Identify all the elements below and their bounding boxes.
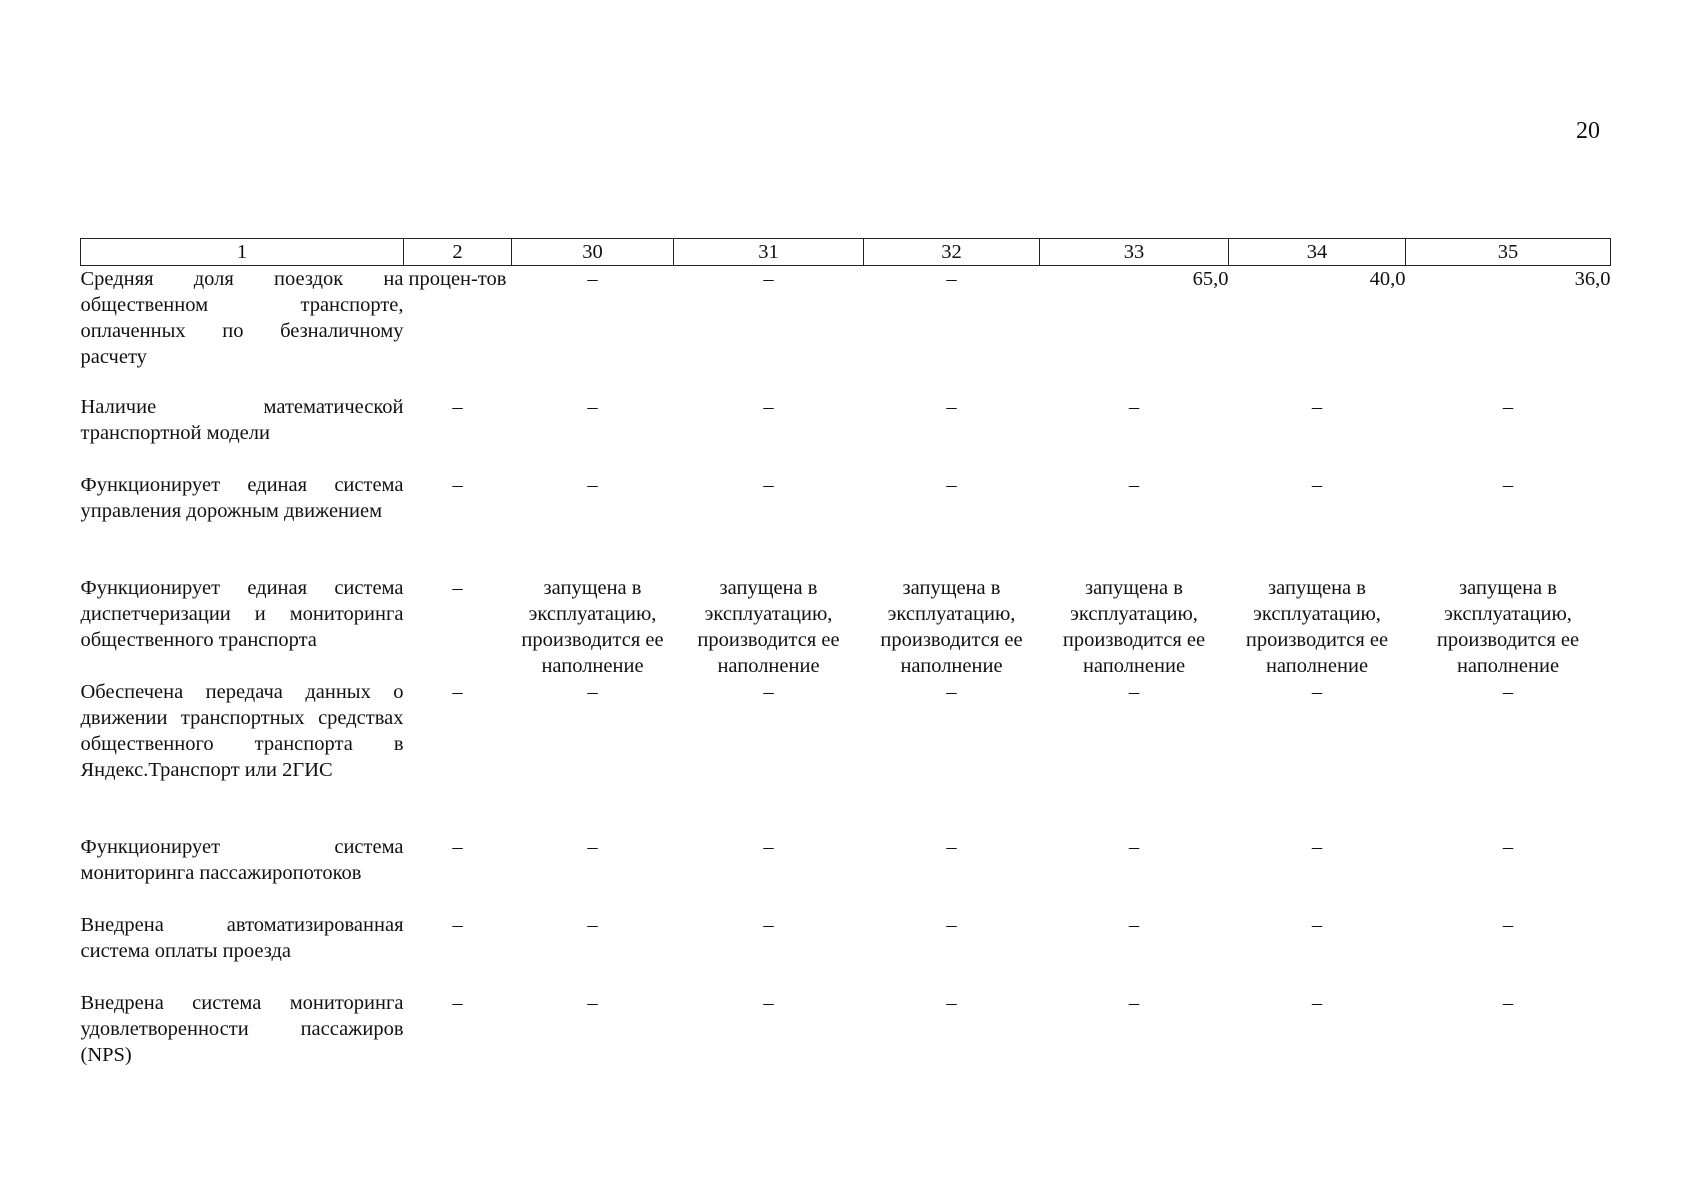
value-cell: – [763,836,774,858]
indicator-name: Внедрена автоматизированная система оплаты проезда [80,914,404,962]
indicator-unit: – [452,992,463,1014]
indicator-unit: – [452,577,463,599]
value-cell: – [1128,836,1140,858]
value-cell: – [1502,396,1514,418]
value-cell: запущена в эксплуатацию, производится ее наполнение [880,577,1023,677]
table-row [81,679,1611,834]
value-cell: – [1502,836,1514,858]
value-cell: – [1502,992,1514,1014]
table-row [81,472,1611,575]
value-cell: – [587,836,598,858]
value-cell: – [1128,474,1140,496]
value-cell: запущена в эксплуатацию, производится ее наполнение [1436,577,1580,677]
value-cell: запущена в эксплуатацию, производится ее наполнение [1062,577,1206,677]
table-row [81,266,1611,395]
value-cell: – [587,992,598,1014]
indicator-name: Средняя доля поездок на общественном транспорте, оплаченных по безналичному расчету [80,268,404,368]
value-cell: – [1502,914,1514,936]
indicators-table [80,238,1611,1070]
value-cell: – [587,914,598,936]
value-cell: – [1128,914,1140,936]
value-cell: – [946,396,957,418]
table-row [81,394,1611,472]
value-cell: – [763,474,774,496]
column-header: 30 [512,239,674,266]
column-header: 32 [864,239,1040,266]
table-row [81,990,1611,1070]
value-cell: 65,0 [1192,268,1229,290]
column-header: 35 [1406,239,1611,266]
value-cell: – [1128,396,1140,418]
value-cell: запущена в эксплуатацию, производится ее наполнение [521,577,664,677]
value-cell: – [946,268,957,290]
value-cell: – [946,992,957,1014]
page-number: 20 [1576,118,1600,144]
column-header: 34 [1229,239,1406,266]
indicator-name: Функционирует единая система управления дорожным движением [80,474,404,522]
value-cell: 36,0 [1574,268,1611,290]
table-row [81,912,1611,990]
indicator-unit: – [452,914,463,936]
value-cell: – [1502,474,1514,496]
value-cell: – [1311,681,1323,703]
indicator-unit: – [452,396,463,418]
indicators-table-container [80,238,1611,1070]
indicator-name: Обеспечена передача данных о движении транспортных средствах общественного транспорта в Яндекс.Транспорт или 2ГИС [80,681,404,781]
value-cell: – [1311,914,1323,936]
column-header: 33 [1040,239,1229,266]
value-cell: – [1502,681,1514,703]
value-cell: – [587,396,598,418]
value-cell: – [587,474,598,496]
indicator-unit: – [452,681,463,703]
value-cell: – [946,836,957,858]
value-cell: запущена в эксплуатацию, производится ее наполнение [697,577,840,677]
value-cell: – [763,396,774,418]
column-header: 1 [81,239,404,266]
table-row [81,575,1611,679]
table-row [81,834,1611,912]
indicator-name: Функционирует система мониторинга пассажиропотоков [80,836,404,884]
value-cell: – [763,268,774,290]
indicator-unit: – [452,474,463,496]
value-cell: – [946,914,957,936]
value-cell: – [1311,474,1323,496]
value-cell: – [587,268,598,290]
indicator-name: Внедрена система мониторинга удовлетворенности пассажиров (NPS) [80,992,404,1066]
value-cell: 40,0 [1369,268,1406,290]
column-header: 31 [674,239,864,266]
value-cell: – [946,474,957,496]
value-cell: – [1311,836,1323,858]
indicator-unit: – [452,836,463,858]
value-cell: – [1128,992,1140,1014]
indicator-name: Функционирует единая система диспетчеризации и мониторинга общественного транспорта [80,577,404,651]
value-cell: – [763,681,774,703]
table-header-row [81,239,1611,266]
value-cell: – [763,992,774,1014]
value-cell: – [946,681,957,703]
value-cell: – [763,914,774,936]
value-cell: – [1311,992,1323,1014]
value-cell: – [1311,396,1323,418]
value-cell: – [1128,681,1140,703]
value-cell: – [587,681,598,703]
column-header: 2 [404,239,512,266]
indicator-unit: процен-тов [408,268,507,290]
indicator-name: Наличие математической транспортной модели [80,396,404,444]
value-cell: запущена в эксплуатацию, производится ее наполнение [1245,577,1389,677]
